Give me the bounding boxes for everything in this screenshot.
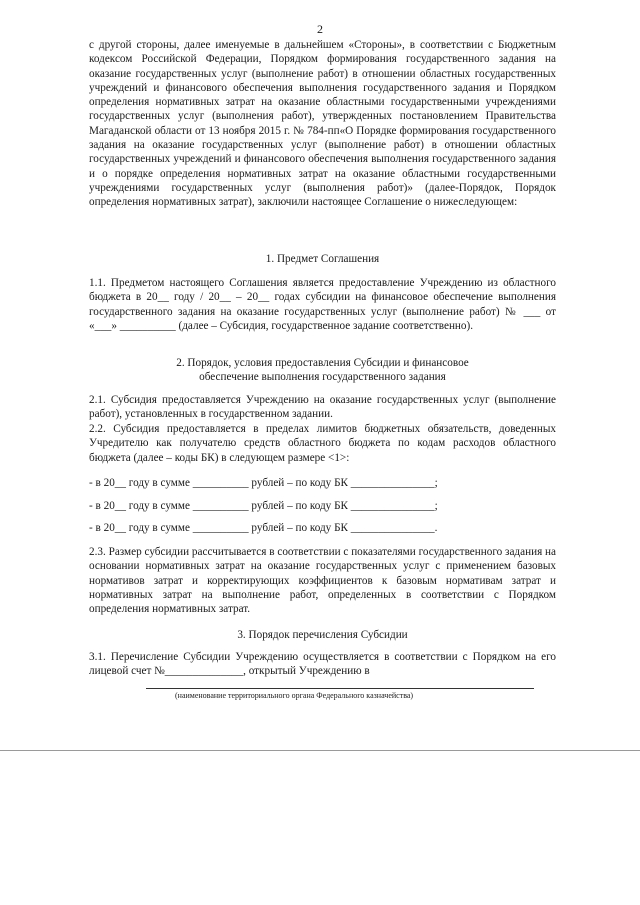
intro-paragraph: с другой стороны, далее именуемые в дальнейшем «Стороны», в соответствии с Бюджетным кодексом Российской Федерации, Порядком формирования государственного задания на оказание государственных услуг (выполнение работ) в отношении областных государственных учреждений и финансового обеспечения выполнения государственного задания и Порядком определения нормативных затрат на оказание областными государственными учреждениями государственных услуг (выполнения работ), утвержденных постановлением Правительства Магаданской области от 13 ноября 2015 г. № 784-пп«О Порядке формирования государственного задания на оказание государственных услуг (выполнение работ) в отношении областных государственных учреждений и финансового обеспечения выполнения государственного задания и о порядке определения нормативных затрат на оказание областными государственными учреждениями государственных услуг (выполнения работ)» (далее-Порядок, Порядок определения нормативных затрат), заключили настоящее Соглашение о нижеследующем: — [89, 39, 556, 209]
page-divider — [0, 750, 640, 751]
paragraph-1-1: 1.1. Предметом настоящего Соглашения является предоставление Учреждению из областного бюджета в 20__ году / 20__ – 20__ годах субсидии на финансовое обеспечение выполнения государственного задания на оказание государственных услуг (выполнение работ) № ___ от «___» __________ (далее – Субсидия, государственное задание соответственно). — [89, 277, 556, 332]
section-3-heading: 3. Порядок перечисления Субсидии — [237, 629, 408, 641]
budget-line-1: - в 20__ году в сумме __________ рублей – по коду БК _______________; — [89, 477, 438, 489]
page-number: 2 — [317, 22, 323, 36]
section-2-heading-line-2: обеспечение выполнения государственного задания — [199, 371, 446, 383]
paragraph-2-3: 2.3. Размер субсидии рассчитывается в соответствии с показателями государственного задания на основании нормативных затрат на оказание государственных услуг с применением базовых нормативов затрат и корректирующих коэффициентов к базовым нормативам затрат и нормативных затрат на выполнение работ, определенных в соответствии с Порядком определения нормативных затрат. — [89, 546, 556, 616]
section-1-heading: 1. Предмет Соглашения — [265, 253, 380, 265]
fill-in-underline — [146, 688, 534, 689]
paragraph-3-1: 3.1. Перечисление Субсидии Учреждению осуществляется в соответствии с Порядком на его лицевой счет №______________, открытый Учреждению в — [89, 651, 556, 678]
treasury-caption: (наименование территориального органа Федерального казначейства) — [175, 691, 414, 700]
budget-line-3: - в 20__ году в сумме __________ рублей – по коду БК _______________. — [89, 522, 438, 534]
budget-line-2: - в 20__ году в сумме __________ рублей – по коду БК _______________; — [89, 500, 438, 512]
paragraph-2-2: 2.2. Субсидия предоставляется в пределах лимитов бюджетных обязательств, доведенных Учредителю как получателю средств областного бюджета по кодам расходов областного бюджета (далее – коды БК) в следующем размере <1>: — [89, 423, 556, 464]
paragraph-2-1: 2.1. Субсидия предоставляется Учреждению на оказание государственных услуг (выполнение работ), установленных в государственном задании. — [89, 394, 556, 421]
section-2-heading-line-1: 2. Порядок, условия предоставления Субсидии и финансовое — [176, 357, 469, 369]
